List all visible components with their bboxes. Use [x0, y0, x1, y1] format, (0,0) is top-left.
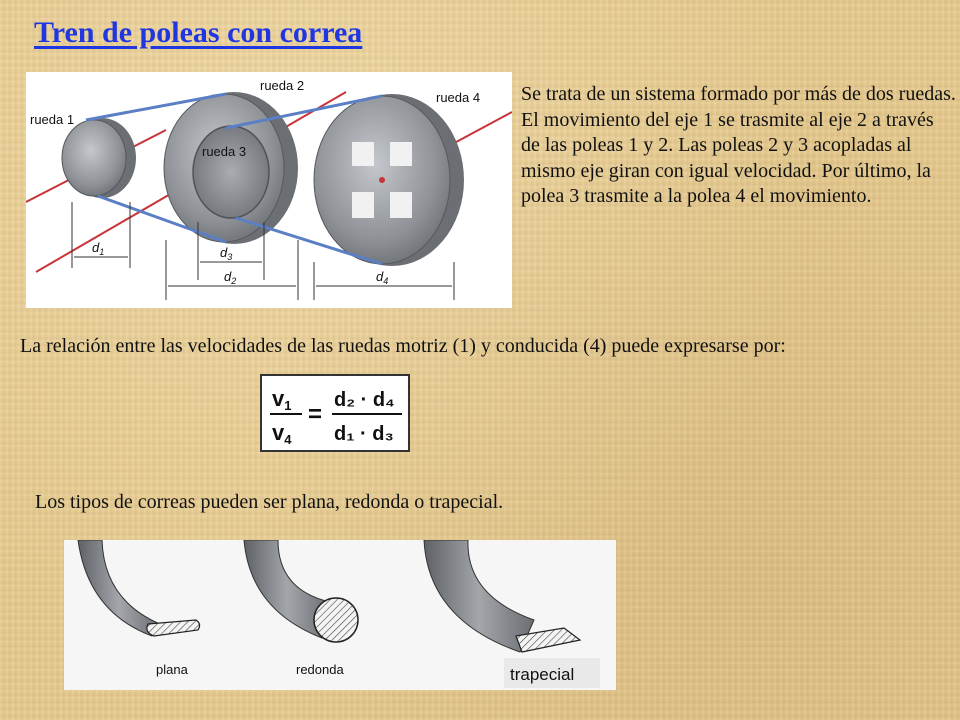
pulley-train-illustration: [26, 72, 512, 308]
formula-equals: =: [308, 401, 323, 428]
trapezoidal-belt-label: trapecial: [510, 665, 575, 684]
dimension-d2: $d_2$: [224, 269, 237, 286]
flat-belt: [78, 540, 200, 677]
flat-belt-label: plana: [156, 662, 188, 677]
formula-v1: v1: [272, 386, 292, 413]
wheel2-label: rueda 2: [260, 78, 305, 93]
velocity-ratio-formula: [260, 374, 410, 452]
page-title: Tren de poleas con correa: [34, 16, 363, 49]
dimension-d1: $d_1$: [92, 240, 105, 257]
dimension-d4: $d_4$: [376, 269, 389, 286]
formula-rhs-denominator: d₁ · d₃: [334, 423, 394, 445]
wheel3-label: rueda 3: [202, 144, 247, 159]
round-belt: [244, 540, 358, 677]
formula-v4: v4: [272, 420, 292, 447]
relation-paragraph: La relación entre las velocidades de las ruedas motriz (1) y conducida (4) puede expresarse por:: [20, 335, 786, 357]
formula-rhs-numerator: d₂ · d₄: [334, 389, 395, 411]
pulley-train-figure: [26, 72, 512, 308]
belt-types-figure: [64, 540, 616, 690]
belt-types-illustration: [64, 540, 616, 690]
wheel1-label: rueda 1: [30, 112, 75, 127]
round-belt-label: redonda: [296, 662, 344, 677]
intro-paragraph: Se trata de un sistema formado por más de dos ruedas. El movimiento del eje 1 se trasmite al eje 2 a través de las poleas 1 y 2. Las poleas 2 y 3 acopladas al mismo eje giran con igual velocidad. Por último, la polea 3 trasmite a la polea 4 el movimiento.: [521, 83, 956, 207]
belt-types-paragraph: Los tipos de correas pueden ser plana, redonda o trapecial.: [35, 491, 504, 513]
trapezoidal-belt: [424, 540, 600, 688]
wheel4-label: rueda 4: [436, 90, 481, 105]
dimension-d3: $d_3$: [220, 245, 233, 262]
